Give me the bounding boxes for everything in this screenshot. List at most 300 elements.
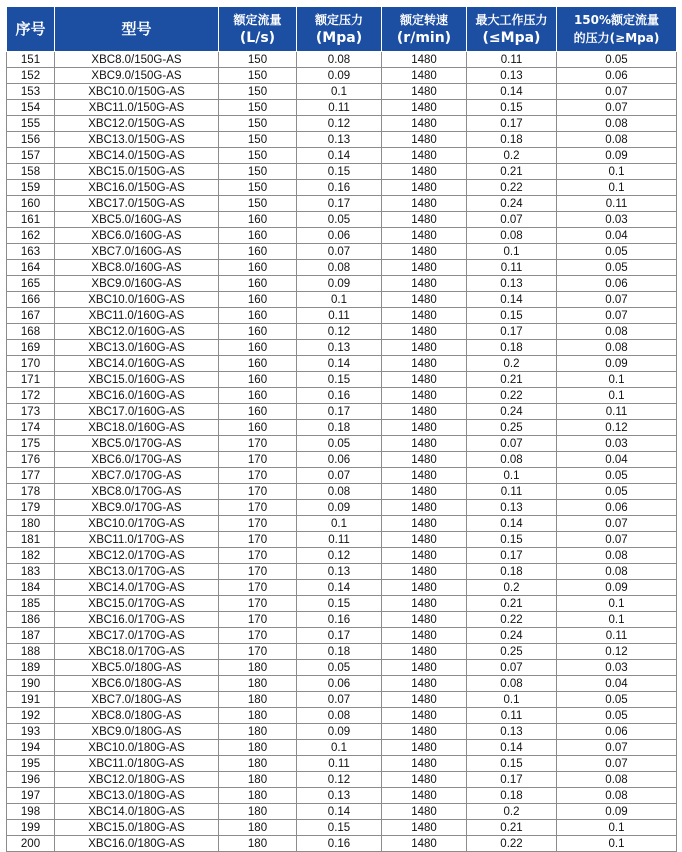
- cell-rated-speed: 1480: [382, 340, 467, 356]
- cell-model: XBC13.0/170G-AS: [55, 564, 219, 580]
- cell-model: XBC8.0/160G-AS: [55, 260, 219, 276]
- cell-index: 166: [7, 292, 55, 308]
- table-row: [7, 628, 677, 644]
- cell-model: XBC15.0/180G-AS: [55, 820, 219, 836]
- cell-rated-flow: 150: [219, 132, 297, 148]
- cell-max-pressure: 0.22: [467, 612, 557, 628]
- cell-max-pressure: 0.15: [467, 100, 557, 116]
- cell-model: XBC14.0/150G-AS: [55, 148, 219, 164]
- cell-150-flow-pressure: 0.06: [557, 276, 677, 292]
- cell-max-pressure: 0.24: [467, 404, 557, 420]
- cell-rated-pressure: 0.15: [297, 164, 382, 180]
- cell-rated-speed: 1480: [382, 180, 467, 196]
- cell-index: 164: [7, 260, 55, 276]
- cell-rated-flow: 170: [219, 612, 297, 628]
- cell-index: 188: [7, 644, 55, 660]
- cell-rated-pressure: 0.1: [297, 740, 382, 756]
- cell-model: XBC12.0/150G-AS: [55, 116, 219, 132]
- cell-150-flow-pressure: 0.08: [557, 564, 677, 580]
- cell-index: 181: [7, 532, 55, 548]
- cell-index: 191: [7, 692, 55, 708]
- cell-max-pressure: 0.22: [467, 388, 557, 404]
- cell-model: XBC18.0/170G-AS: [55, 644, 219, 660]
- cell-max-pressure: 0.2: [467, 804, 557, 820]
- cell-150-flow-pressure: 0.09: [557, 148, 677, 164]
- table-row: [7, 148, 677, 164]
- table-row: [7, 436, 677, 452]
- cell-index: 169: [7, 340, 55, 356]
- cell-rated-pressure: 0.13: [297, 788, 382, 804]
- cell-rated-flow: 170: [219, 436, 297, 452]
- cell-rated-flow: 150: [219, 164, 297, 180]
- cell-rated-pressure: 0.18: [297, 644, 382, 660]
- cell-index: 184: [7, 580, 55, 596]
- cell-model: XBC13.0/180G-AS: [55, 788, 219, 804]
- cell-rated-pressure: 0.11: [297, 756, 382, 772]
- cell-index: 170: [7, 356, 55, 372]
- cell-150-flow-pressure: 0.09: [557, 356, 677, 372]
- table-row: [7, 740, 677, 756]
- cell-150-flow-pressure: 0.05: [557, 52, 677, 68]
- cell-index: 194: [7, 740, 55, 756]
- cell-rated-flow: 180: [219, 724, 297, 740]
- cell-max-pressure: 0.14: [467, 740, 557, 756]
- cell-index: 178: [7, 484, 55, 500]
- cell-150-flow-pressure: 0.07: [557, 292, 677, 308]
- cell-max-pressure: 0.18: [467, 132, 557, 148]
- cell-index: 155: [7, 116, 55, 132]
- cell-rated-pressure: 0.14: [297, 148, 382, 164]
- cell-max-pressure: 0.2: [467, 580, 557, 596]
- cell-rated-flow: 160: [219, 244, 297, 260]
- cell-index: 161: [7, 212, 55, 228]
- cell-rated-speed: 1480: [382, 148, 467, 164]
- header-rated-flow: 额定流量 (L/s): [219, 7, 297, 52]
- cell-150-flow-pressure: 0.1: [557, 820, 677, 836]
- cell-index: 163: [7, 244, 55, 260]
- cell-max-pressure: 0.22: [467, 180, 557, 196]
- cell-max-pressure: 0.13: [467, 724, 557, 740]
- cell-rated-flow: 160: [219, 340, 297, 356]
- table-row: [7, 276, 677, 292]
- table-row: [7, 708, 677, 724]
- table-row: [7, 532, 677, 548]
- cell-150-flow-pressure: 0.12: [557, 420, 677, 436]
- cell-rated-speed: 1480: [382, 388, 467, 404]
- cell-150-flow-pressure: 0.04: [557, 228, 677, 244]
- cell-rated-speed: 1480: [382, 164, 467, 180]
- cell-max-pressure: 0.08: [467, 452, 557, 468]
- cell-index: 177: [7, 468, 55, 484]
- cell-model: XBC15.0/160G-AS: [55, 372, 219, 388]
- cell-index: 182: [7, 548, 55, 564]
- table-row: [7, 804, 677, 820]
- cell-rated-speed: 1480: [382, 372, 467, 388]
- table-row: [7, 596, 677, 612]
- cell-rated-pressure: 0.1: [297, 84, 382, 100]
- table-row: [7, 468, 677, 484]
- cell-max-pressure: 0.21: [467, 596, 557, 612]
- cell-150-flow-pressure: 0.09: [557, 580, 677, 596]
- table-row: [7, 356, 677, 372]
- cell-index: 168: [7, 324, 55, 340]
- cell-rated-pressure: 0.14: [297, 580, 382, 596]
- cell-index: 192: [7, 708, 55, 724]
- table-row: [7, 164, 677, 180]
- cell-rated-flow: 170: [219, 580, 297, 596]
- cell-rated-flow: 170: [219, 548, 297, 564]
- cell-rated-speed: 1480: [382, 612, 467, 628]
- cell-max-pressure: 0.11: [467, 52, 557, 68]
- cell-rated-speed: 1480: [382, 596, 467, 612]
- cell-model: XBC10.0/160G-AS: [55, 292, 219, 308]
- cell-rated-pressure: 0.13: [297, 132, 382, 148]
- cell-rated-pressure: 0.17: [297, 404, 382, 420]
- cell-rated-flow: 150: [219, 84, 297, 100]
- table-header-row: [7, 7, 677, 52]
- cell-rated-speed: 1480: [382, 196, 467, 212]
- table-row: [7, 324, 677, 340]
- cell-index: 196: [7, 772, 55, 788]
- cell-150-flow-pressure: 0.07: [557, 100, 677, 116]
- cell-rated-pressure: 0.17: [297, 628, 382, 644]
- table-row: [7, 500, 677, 516]
- cell-model: XBC6.0/180G-AS: [55, 676, 219, 692]
- cell-rated-pressure: 0.05: [297, 660, 382, 676]
- cell-150-flow-pressure: 0.03: [557, 660, 677, 676]
- cell-rated-speed: 1480: [382, 436, 467, 452]
- table-row: [7, 660, 677, 676]
- cell-150-flow-pressure: 0.08: [557, 788, 677, 804]
- cell-max-pressure: 0.25: [467, 644, 557, 660]
- cell-rated-flow: 170: [219, 484, 297, 500]
- cell-150-flow-pressure: 0.06: [557, 500, 677, 516]
- cell-rated-pressure: 0.06: [297, 452, 382, 468]
- cell-max-pressure: 0.25: [467, 420, 557, 436]
- cell-rated-speed: 1480: [382, 660, 467, 676]
- cell-rated-speed: 1480: [382, 676, 467, 692]
- cell-rated-flow: 170: [219, 564, 297, 580]
- cell-model: XBC6.0/170G-AS: [55, 452, 219, 468]
- cell-150-flow-pressure: 0.05: [557, 708, 677, 724]
- cell-model: XBC11.0/160G-AS: [55, 308, 219, 324]
- table-row: [7, 724, 677, 740]
- cell-150-flow-pressure: 0.05: [557, 484, 677, 500]
- cell-max-pressure: 0.08: [467, 676, 557, 692]
- cell-model: XBC10.0/180G-AS: [55, 740, 219, 756]
- table-row: [7, 644, 677, 660]
- cell-150-flow-pressure: 0.07: [557, 516, 677, 532]
- cell-max-pressure: 0.17: [467, 116, 557, 132]
- cell-rated-speed: 1480: [382, 548, 467, 564]
- cell-rated-flow: 150: [219, 148, 297, 164]
- cell-rated-pressure: 0.18: [297, 420, 382, 436]
- cell-150-flow-pressure: 0.08: [557, 132, 677, 148]
- cell-model: XBC16.0/170G-AS: [55, 612, 219, 628]
- cell-model: XBC7.0/160G-AS: [55, 244, 219, 260]
- cell-rated-pressure: 0.06: [297, 228, 382, 244]
- cell-max-pressure: 0.15: [467, 532, 557, 548]
- cell-rated-pressure: 0.15: [297, 596, 382, 612]
- cell-rated-pressure: 0.09: [297, 724, 382, 740]
- cell-rated-speed: 1480: [382, 100, 467, 116]
- cell-rated-pressure: 0.07: [297, 244, 382, 260]
- cell-index: 174: [7, 420, 55, 436]
- cell-rated-flow: 170: [219, 468, 297, 484]
- cell-rated-speed: 1480: [382, 772, 467, 788]
- cell-model: XBC5.0/180G-AS: [55, 660, 219, 676]
- cell-rated-flow: 180: [219, 788, 297, 804]
- cell-max-pressure: 0.14: [467, 84, 557, 100]
- cell-rated-pressure: 0.15: [297, 372, 382, 388]
- cell-rated-speed: 1480: [382, 132, 467, 148]
- table-row: [7, 772, 677, 788]
- cell-rated-pressure: 0.05: [297, 212, 382, 228]
- cell-rated-flow: 150: [219, 52, 297, 68]
- cell-model: XBC10.0/150G-AS: [55, 84, 219, 100]
- cell-rated-pressure: 0.12: [297, 324, 382, 340]
- cell-index: 183: [7, 564, 55, 580]
- cell-model: XBC17.0/160G-AS: [55, 404, 219, 420]
- cell-index: 193: [7, 724, 55, 740]
- cell-index: 195: [7, 756, 55, 772]
- cell-max-pressure: 0.07: [467, 660, 557, 676]
- cell-rated-speed: 1480: [382, 804, 467, 820]
- cell-rated-flow: 160: [219, 212, 297, 228]
- table-row: [7, 260, 677, 276]
- cell-rated-pressure: 0.12: [297, 772, 382, 788]
- cell-max-pressure: 0.14: [467, 292, 557, 308]
- cell-index: 179: [7, 500, 55, 516]
- table-row: [7, 340, 677, 356]
- table-row: [7, 52, 677, 68]
- cell-model: XBC17.0/150G-AS: [55, 196, 219, 212]
- cell-rated-pressure: 0.16: [297, 612, 382, 628]
- cell-150-flow-pressure: 0.08: [557, 548, 677, 564]
- cell-index: 153: [7, 84, 55, 100]
- cell-rated-pressure: 0.08: [297, 260, 382, 276]
- cell-max-pressure: 0.18: [467, 340, 557, 356]
- cell-model: XBC8.0/180G-AS: [55, 708, 219, 724]
- cell-rated-flow: 180: [219, 740, 297, 756]
- table-row: [7, 244, 677, 260]
- cell-rated-speed: 1480: [382, 564, 467, 580]
- cell-rated-speed: 1480: [382, 276, 467, 292]
- cell-index: 186: [7, 612, 55, 628]
- cell-model: XBC5.0/170G-AS: [55, 436, 219, 452]
- cell-150-flow-pressure: 0.1: [557, 836, 677, 852]
- cell-model: XBC9.0/160G-AS: [55, 276, 219, 292]
- cell-max-pressure: 0.13: [467, 500, 557, 516]
- table-row: [7, 820, 677, 836]
- cell-rated-speed: 1480: [382, 788, 467, 804]
- cell-index: 158: [7, 164, 55, 180]
- cell-index: 190: [7, 676, 55, 692]
- cell-model: XBC16.0/150G-AS: [55, 180, 219, 196]
- cell-index: 162: [7, 228, 55, 244]
- cell-rated-speed: 1480: [382, 468, 467, 484]
- cell-rated-pressure: 0.09: [297, 500, 382, 516]
- cell-max-pressure: 0.15: [467, 756, 557, 772]
- cell-rated-speed: 1480: [382, 116, 467, 132]
- cell-rated-flow: 170: [219, 452, 297, 468]
- cell-index: 189: [7, 660, 55, 676]
- cell-rated-flow: 160: [219, 420, 297, 436]
- cell-index: 151: [7, 52, 55, 68]
- cell-index: 172: [7, 388, 55, 404]
- cell-rated-flow: 170: [219, 596, 297, 612]
- cell-rated-speed: 1480: [382, 500, 467, 516]
- cell-rated-speed: 1480: [382, 212, 467, 228]
- cell-max-pressure: 0.07: [467, 436, 557, 452]
- cell-rated-speed: 1480: [382, 836, 467, 852]
- cell-index: 180: [7, 516, 55, 532]
- cell-rated-flow: 160: [219, 324, 297, 340]
- table-row: [7, 564, 677, 580]
- header-index: 序号: [7, 7, 55, 52]
- cell-max-pressure: 0.11: [467, 260, 557, 276]
- cell-model: XBC9.0/170G-AS: [55, 500, 219, 516]
- cell-model: XBC14.0/160G-AS: [55, 356, 219, 372]
- cell-rated-flow: 150: [219, 116, 297, 132]
- cell-rated-flow: 160: [219, 292, 297, 308]
- cell-150-flow-pressure: 0.03: [557, 212, 677, 228]
- cell-rated-speed: 1480: [382, 452, 467, 468]
- cell-rated-pressure: 0.14: [297, 804, 382, 820]
- cell-index: 185: [7, 596, 55, 612]
- cell-model: XBC11.0/180G-AS: [55, 756, 219, 772]
- table-row: [7, 84, 677, 100]
- table-body: [7, 52, 677, 852]
- header-rated-pressure: 额定压力 (Mpa): [297, 7, 382, 52]
- cell-max-pressure: 0.21: [467, 820, 557, 836]
- cell-150-flow-pressure: 0.03: [557, 436, 677, 452]
- cell-rated-flow: 180: [219, 676, 297, 692]
- cell-150-flow-pressure: 0.07: [557, 308, 677, 324]
- cell-max-pressure: 0.08: [467, 228, 557, 244]
- cell-max-pressure: 0.2: [467, 148, 557, 164]
- cell-rated-flow: 160: [219, 356, 297, 372]
- cell-150-flow-pressure: 0.11: [557, 628, 677, 644]
- cell-150-flow-pressure: 0.08: [557, 340, 677, 356]
- cell-rated-speed: 1480: [382, 628, 467, 644]
- header-model: 型号: [55, 7, 219, 52]
- table-row: [7, 756, 677, 772]
- cell-rated-flow: 160: [219, 388, 297, 404]
- cell-rated-flow: 170: [219, 644, 297, 660]
- cell-index: 175: [7, 436, 55, 452]
- cell-rated-speed: 1480: [382, 708, 467, 724]
- cell-150-flow-pressure: 0.05: [557, 468, 677, 484]
- cell-max-pressure: 0.17: [467, 772, 557, 788]
- cell-rated-pressure: 0.11: [297, 100, 382, 116]
- cell-index: 152: [7, 68, 55, 84]
- cell-rated-pressure: 0.15: [297, 820, 382, 836]
- cell-150-flow-pressure: 0.08: [557, 324, 677, 340]
- cell-index: 165: [7, 276, 55, 292]
- cell-model: XBC8.0/150G-AS: [55, 52, 219, 68]
- table-row: [7, 68, 677, 84]
- cell-rated-pressure: 0.09: [297, 276, 382, 292]
- cell-rated-speed: 1480: [382, 260, 467, 276]
- cell-model: XBC15.0/150G-AS: [55, 164, 219, 180]
- cell-model: XBC17.0/170G-AS: [55, 628, 219, 644]
- cell-max-pressure: 0.17: [467, 548, 557, 564]
- cell-max-pressure: 0.17: [467, 324, 557, 340]
- cell-rated-speed: 1480: [382, 580, 467, 596]
- cell-rated-flow: 180: [219, 660, 297, 676]
- cell-max-pressure: 0.1: [467, 692, 557, 708]
- cell-rated-flow: 180: [219, 708, 297, 724]
- table-row: [7, 580, 677, 596]
- cell-rated-flow: 150: [219, 196, 297, 212]
- cell-150-flow-pressure: 0.1: [557, 388, 677, 404]
- cell-rated-speed: 1480: [382, 724, 467, 740]
- cell-rated-flow: 160: [219, 404, 297, 420]
- cell-max-pressure: 0.2: [467, 356, 557, 372]
- cell-rated-speed: 1480: [382, 484, 467, 500]
- cell-150-flow-pressure: 0.08: [557, 116, 677, 132]
- cell-rated-speed: 1480: [382, 420, 467, 436]
- cell-rated-speed: 1480: [382, 228, 467, 244]
- cell-rated-speed: 1480: [382, 756, 467, 772]
- cell-model: XBC9.0/180G-AS: [55, 724, 219, 740]
- cell-rated-flow: 170: [219, 628, 297, 644]
- cell-max-pressure: 0.13: [467, 68, 557, 84]
- cell-rated-flow: 180: [219, 836, 297, 852]
- cell-model: XBC7.0/170G-AS: [55, 468, 219, 484]
- table-row: [7, 548, 677, 564]
- header-max-pressure: 最大工作压力 (≤Mpa): [467, 7, 557, 52]
- table-row: [7, 212, 677, 228]
- cell-150-flow-pressure: 0.05: [557, 692, 677, 708]
- cell-rated-flow: 180: [219, 692, 297, 708]
- cell-model: XBC5.0/160G-AS: [55, 212, 219, 228]
- cell-rated-flow: 150: [219, 180, 297, 196]
- cell-rated-speed: 1480: [382, 308, 467, 324]
- cell-rated-speed: 1480: [382, 516, 467, 532]
- table-row: [7, 692, 677, 708]
- cell-rated-flow: 180: [219, 756, 297, 772]
- cell-rated-flow: 150: [219, 100, 297, 116]
- table-row: [7, 196, 677, 212]
- cell-model: XBC12.0/170G-AS: [55, 548, 219, 564]
- cell-rated-pressure: 0.13: [297, 340, 382, 356]
- cell-rated-flow: 180: [219, 772, 297, 788]
- cell-index: 199: [7, 820, 55, 836]
- cell-rated-speed: 1480: [382, 292, 467, 308]
- cell-index: 171: [7, 372, 55, 388]
- cell-rated-pressure: 0.14: [297, 356, 382, 372]
- cell-max-pressure: 0.1: [467, 244, 557, 260]
- cell-max-pressure: 0.15: [467, 308, 557, 324]
- cell-index: 167: [7, 308, 55, 324]
- cell-rated-pressure: 0.16: [297, 388, 382, 404]
- cell-150-flow-pressure: 0.11: [557, 404, 677, 420]
- cell-rated-flow: 160: [219, 228, 297, 244]
- cell-max-pressure: 0.24: [467, 196, 557, 212]
- cell-model: XBC18.0/160G-AS: [55, 420, 219, 436]
- cell-150-flow-pressure: 0.1: [557, 596, 677, 612]
- cell-index: 176: [7, 452, 55, 468]
- cell-max-pressure: 0.1: [467, 468, 557, 484]
- cell-model: XBC11.0/150G-AS: [55, 100, 219, 116]
- table-row: [7, 292, 677, 308]
- pump-spec-table: [6, 6, 677, 852]
- cell-rated-flow: 160: [219, 372, 297, 388]
- cell-rated-flow: 150: [219, 68, 297, 84]
- cell-rated-flow: 170: [219, 516, 297, 532]
